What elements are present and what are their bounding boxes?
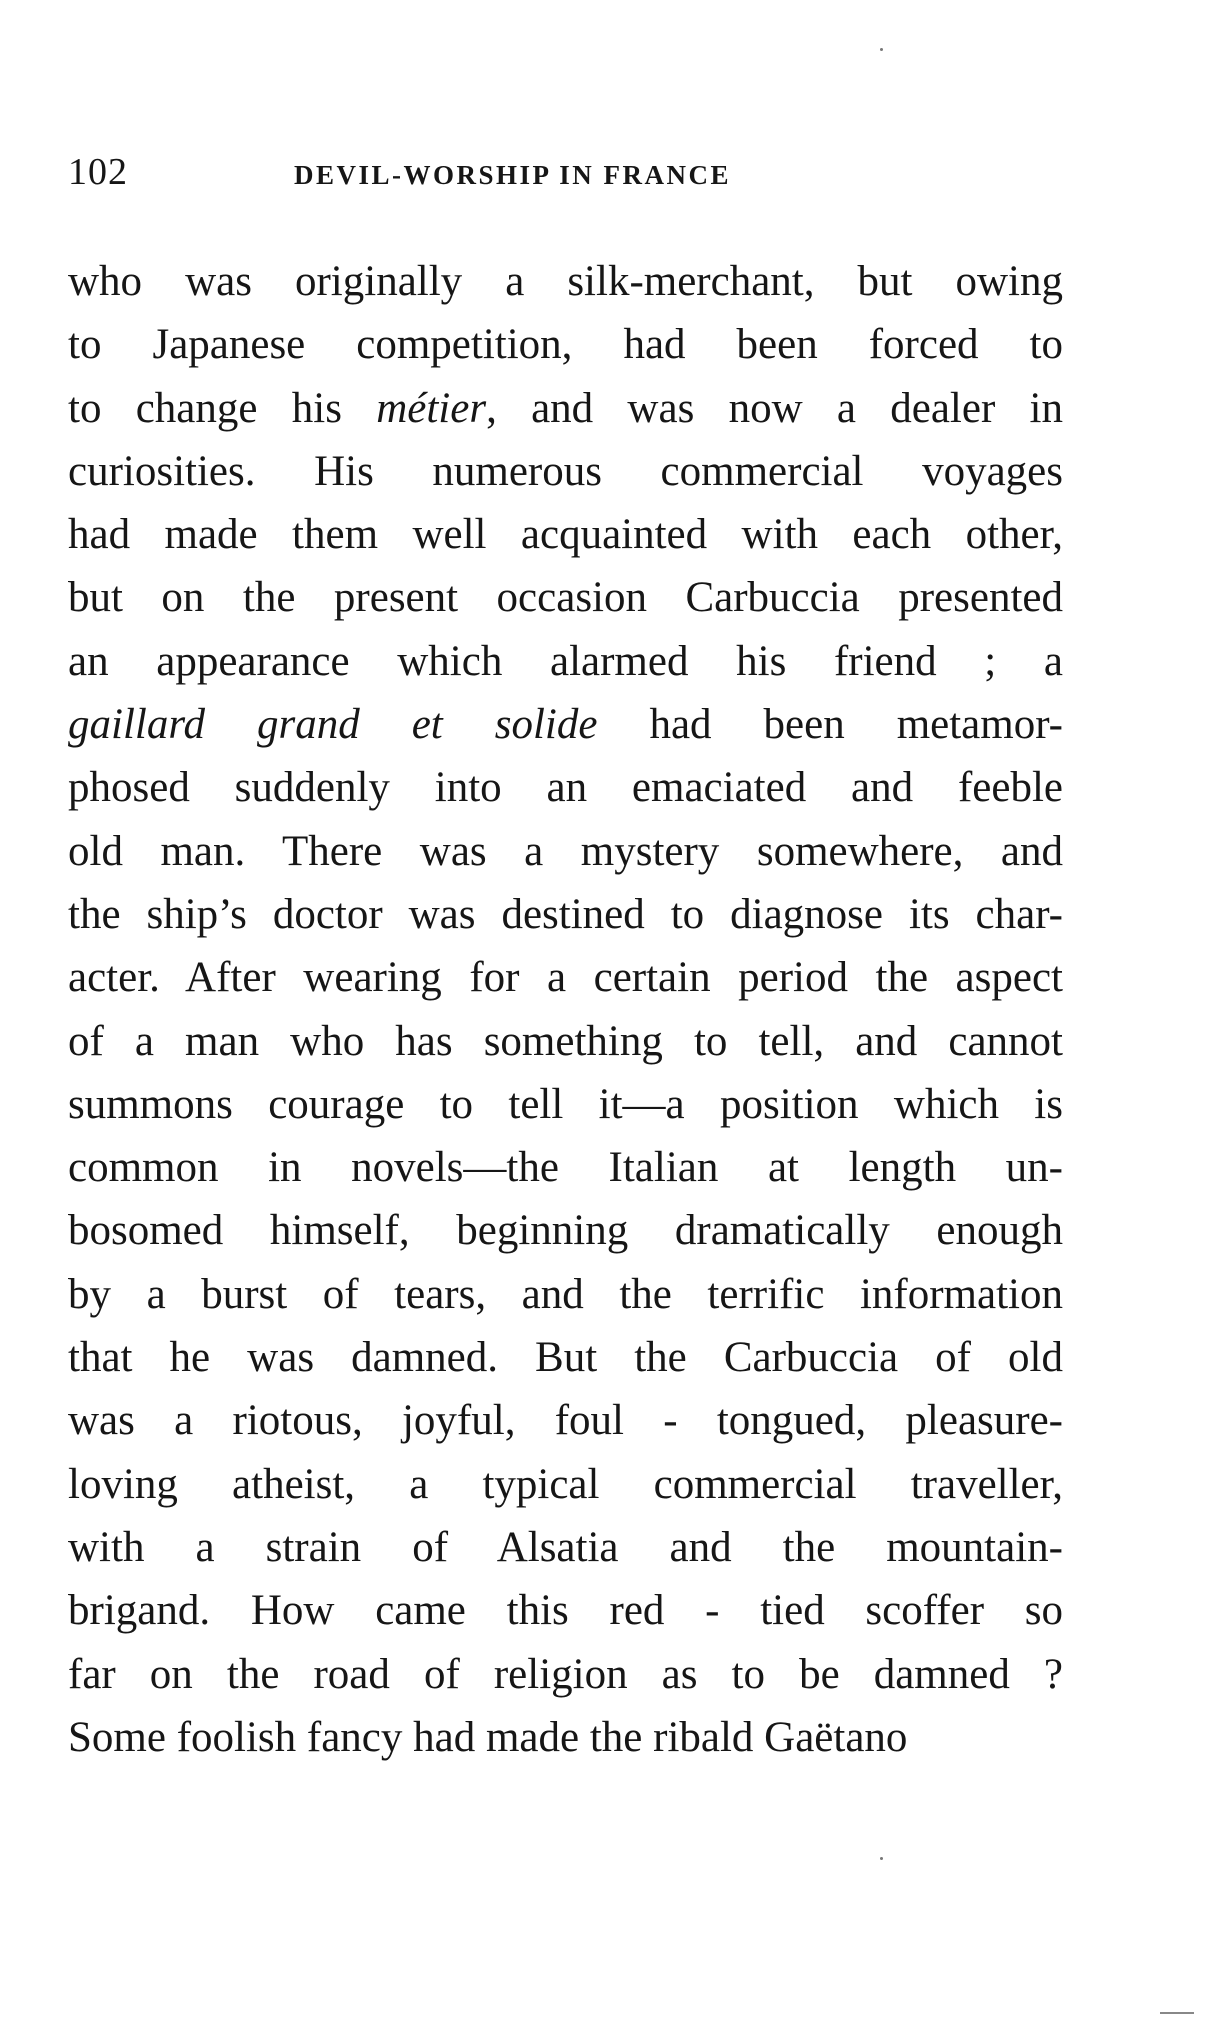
text-line: summons courage to tell it—a position which is xyxy=(68,1080,1063,1128)
text-line: to Japanese competition, had been forced to xyxy=(68,321,1063,369)
text-line: Some foolish fancy had made the ribald Gaëtano xyxy=(68,1713,908,1761)
page-number: 102 xyxy=(68,151,128,193)
text-line: with a strain of Alsatia and the mountain- xyxy=(68,1523,1063,1571)
text-line: who was originally a silk-merchant, but owing xyxy=(68,258,1063,305)
text-line: far on the road of religion as to be damned ? xyxy=(68,1650,1063,1698)
running-head xyxy=(68,150,1068,200)
text-line: of a man who has something to tell, and cannot xyxy=(68,1017,1063,1065)
paper-speck xyxy=(880,1857,883,1860)
paper-speck xyxy=(880,48,883,51)
text-line: brigand. How came this red - tied scoffer so xyxy=(68,1587,1063,1635)
text-line xyxy=(68,377,1063,440)
text-line: common in novels—the Italian at length un- xyxy=(68,1144,1063,1192)
text-line: curiosities. His numerous commercial voyages xyxy=(68,447,1063,495)
text-line: acter. After wearing for a certain period the aspect xyxy=(68,954,1063,1002)
text-line: loving atheist, a typical commercial traveller, xyxy=(68,1460,1063,1508)
text-line: was a riotous, joyful, foul - tongued, pleasure- xyxy=(68,1397,1063,1445)
text-line: that he was damned. But the Carbuccia of old xyxy=(68,1334,1063,1382)
text-line: old man. There was a mystery somewhere, and xyxy=(68,827,1063,875)
running-title: DEVIL-WORSHIP IN FRANCE xyxy=(294,160,732,190)
body-text xyxy=(68,250,1063,1769)
line-segment: had been metamor- xyxy=(597,701,1063,749)
text-line: had made them well acquainted with each other, xyxy=(68,511,1063,559)
text-line: the ship’s doctor was destined to diagnose its char- xyxy=(68,890,1063,938)
text-line: phosed suddenly into an emaciated and feeble xyxy=(68,764,1063,812)
text-line: by a burst of tears, and the terrific information xyxy=(68,1270,1063,1318)
edge-mark xyxy=(1160,2012,1194,2014)
text-line: an appearance which alarmed his friend ; a xyxy=(68,637,1063,685)
text-line: bosomed himself, beginning dramatically enough xyxy=(68,1207,1063,1255)
text-line xyxy=(68,693,1063,756)
line-segment: to change his xyxy=(68,384,377,432)
italic-phrase: métier xyxy=(376,384,487,432)
text-line: but on the present occasion Carbuccia presented xyxy=(68,574,1063,622)
italic-phrase: gaillard grand et solide xyxy=(68,701,598,749)
line-segment: , and was now a dealer in xyxy=(486,384,1063,432)
